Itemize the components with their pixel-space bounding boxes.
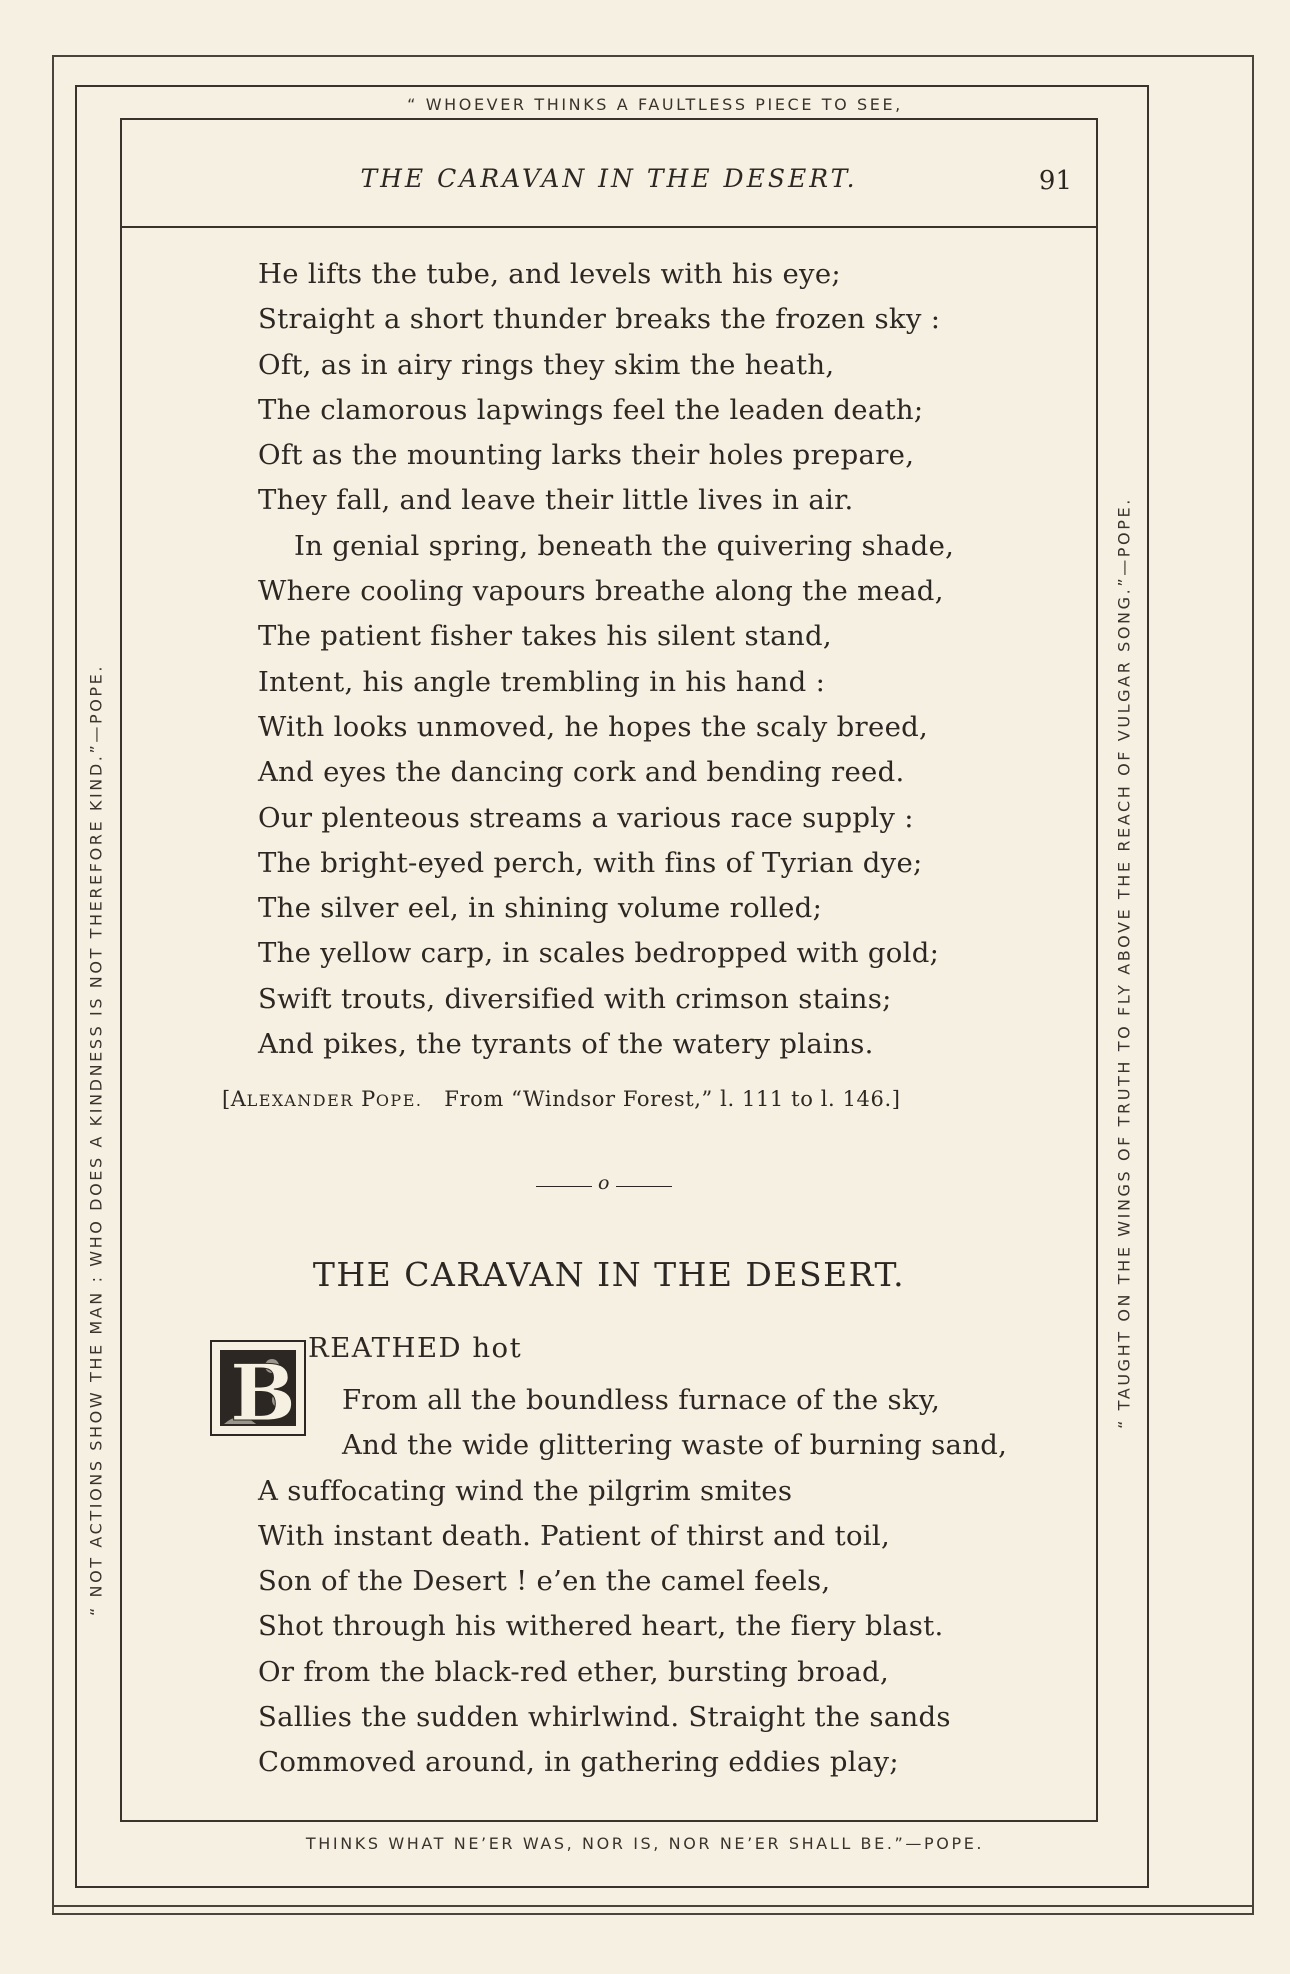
author-last-name: OPE.	[375, 1091, 423, 1110]
section-heading: THE CARAVAN IN THE DESERT.	[312, 1255, 906, 1294]
running-header	[120, 118, 1098, 228]
verse-line: He lifts the tube, and levels with his eye;	[258, 258, 842, 290]
verse-line: Oft, as in airy rings they skim the heath,	[258, 348, 835, 381]
running-title: THE CARAVAN IN THE DESERT.	[360, 164, 858, 193]
verse-line: With instant death. Patient of thirst and toil,	[258, 1519, 891, 1552]
verse-line: And eyes the dancing cork and bending reed.	[258, 756, 905, 789]
verse-line: Shot through his withered heart, the fiery blast.	[258, 1610, 944, 1643]
verse-line: A suffocating wind the pilgrim smites	[258, 1474, 793, 1507]
verse-line: The yellow carp, in scales bedropped with gold;	[258, 937, 940, 970]
poem-caravan	[258, 1378, 1007, 1786]
verse-line: The patient fisher takes his silent stand,	[258, 620, 832, 653]
verse-line: In genial spring, beneath the quivering shade,	[294, 529, 955, 562]
attribution-bracket: [	[222, 1087, 231, 1111]
poem-windsor-forest	[258, 252, 954, 1067]
divider-ornament: o	[598, 1172, 610, 1194]
author-first-name: LEXANDER	[246, 1091, 354, 1110]
verse-line: Where cooling vapours breathe along the mead,	[258, 575, 944, 608]
border-quote-top: “ WHOEVER THINKS A FAULTLESS PIECE TO SEE,	[407, 95, 903, 114]
verse-line: Intent, his angle trembling in his hand :	[258, 665, 826, 698]
verse-line: Son of the Desert ! e’en the camel feels,	[258, 1565, 831, 1598]
drop-cap-letter: B	[230, 1348, 296, 1436]
verse-line: From all the boundless furnace of the sky,	[342, 1384, 941, 1416]
verse-line: They fall, and leave their little lives in air.	[258, 484, 854, 517]
verse-line: Commoved around, in gathering eddies play;	[258, 1746, 899, 1779]
first-verse-line: REATHED hot	[308, 1332, 523, 1364]
verse-line: Sallies the sudden whirlwind. Straight the sands	[258, 1701, 951, 1734]
verse-line: The silver eel, in shining volume rolled;	[258, 892, 823, 925]
verse-line: With looks unmoved, he hopes the scaly breed,	[258, 710, 929, 743]
section-divider	[536, 1172, 676, 1196]
author-initial: A	[230, 1087, 247, 1111]
verse-line: Our plenteous streams a various race supply :	[258, 801, 914, 834]
verse-line: Straight a short thunder breaks the frozen sky :	[258, 303, 941, 336]
author-initial: P	[361, 1087, 376, 1111]
divider-dash	[616, 1186, 672, 1187]
divider-dash	[536, 1186, 592, 1187]
verse-line: Oft as the mounting larks their holes prepare,	[258, 439, 915, 472]
verse-line: The bright-eyed perch, with fins of Tyrian dye;	[258, 846, 923, 879]
verse-line: Swift trouts, diversified with crimson stains;	[258, 982, 892, 1015]
attribution	[222, 1087, 901, 1111]
border-quote-bottom: THINKS WHAT NE’ER WAS, NOR IS, NOR NE’ER SHALL BE.”—POPE.	[305, 1834, 985, 1853]
border-quote-right: “ TAUGHT ON THE WINGS OF TRUTH TO FLY ABOVE THE REACH OF VULGAR SONG.”—POPE.	[1114, 497, 1134, 1429]
verse-line: Or from the black-red ether, bursting broad,	[258, 1655, 889, 1688]
verse-line: And the wide glittering waste of burning sand,	[342, 1429, 1008, 1462]
border-quote-left: “ NOT ACTIONS SHOW THE MAN : WHO DOES A KINDNESS IS NOT THEREFORE KIND.”—POPE.	[86, 663, 106, 1617]
verse-line: And pikes, the tyrants of the watery plains.	[258, 1028, 874, 1061]
attribution-source: From “Windsor Forest,” l. 111 to l. 146.]	[444, 1087, 901, 1111]
bottom-rule	[52, 1905, 1254, 1907]
page-number: 91	[1038, 166, 1072, 196]
verse-line: The clamorous lapwings feel the leaden death;	[258, 393, 924, 426]
